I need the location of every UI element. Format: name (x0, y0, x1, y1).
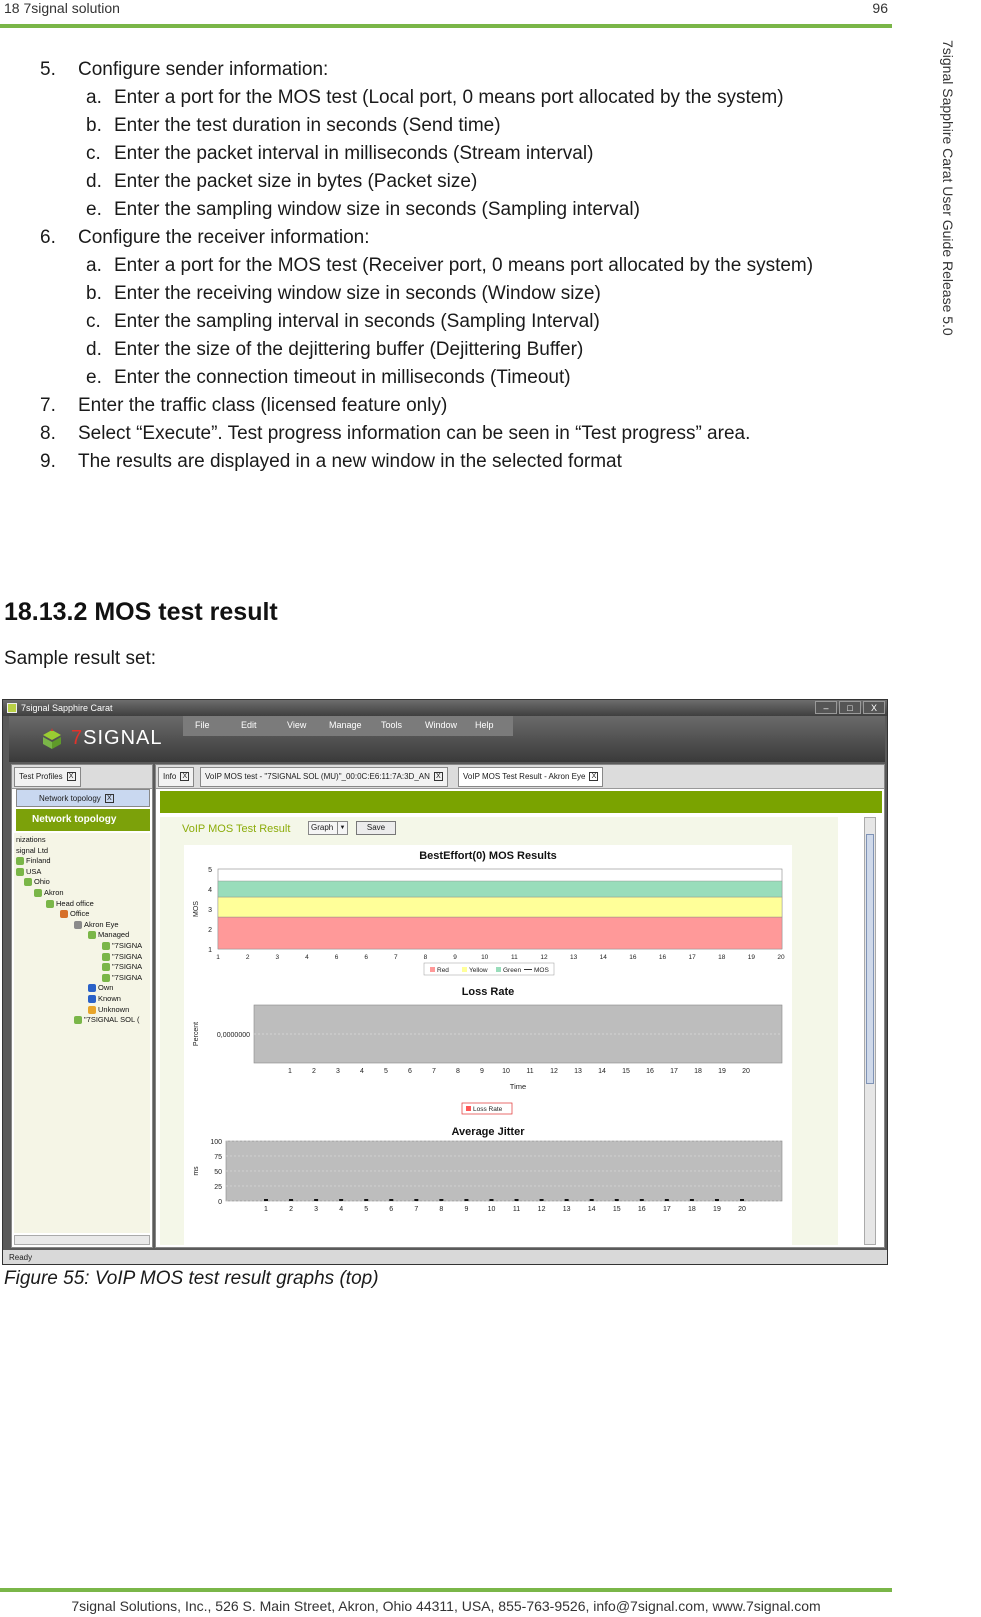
menu-file[interactable]: File (195, 720, 210, 730)
x-tick-label: 11 (510, 954, 518, 961)
tree-node[interactable] (102, 952, 142, 963)
y-axis-label: MOS (193, 901, 200, 917)
y-tick-label: 2 (208, 927, 212, 934)
jitter-bar (565, 1199, 569, 1201)
legend-label: Loss Rate (473, 1106, 503, 1113)
sub-text: Enter the test duration in seconds (Send time) (114, 115, 501, 136)
x-tick-label: 10 (502, 1068, 510, 1075)
x-tick-label: 9 (464, 1206, 469, 1213)
side-title: 7signal Sapphire Carat User Guide Release 5.0 (940, 40, 956, 336)
x-tick-label: 2 (312, 1068, 316, 1075)
x-tick-label: 6 (334, 954, 339, 961)
legend-label: Yellow (469, 967, 488, 974)
window-title: 7signal Sapphire Carat (21, 703, 113, 713)
node-icon (102, 953, 110, 961)
node-icon (88, 1006, 96, 1014)
x-tick-label: 14 (598, 1068, 606, 1075)
sub-letter: c. (86, 143, 101, 164)
legend-swatch (466, 1106, 471, 1111)
sub-list-item (40, 280, 890, 308)
chapter-title: 18 7signal solution (4, 0, 120, 16)
jitter-bar (314, 1199, 318, 1201)
tree-node[interactable] (16, 846, 48, 857)
x-tick-label: 13 (574, 1068, 582, 1075)
x-tick-label: 14 (587, 1206, 596, 1213)
x-tick-label: 7 (432, 1068, 436, 1075)
x-tick-label: 16 (646, 1068, 654, 1075)
sub-letter: e. (86, 367, 102, 388)
x-tick-label: 9 (453, 954, 457, 961)
sub-text: Enter a port for the MOS test (Local port, 0 means port allocated by the system) (114, 87, 784, 108)
x-tick-label: 11 (526, 1068, 534, 1075)
jitter-bar (464, 1199, 468, 1201)
x-tick-label: 3 (314, 1206, 319, 1213)
jitter-bar (364, 1199, 368, 1201)
tree-node[interactable] (102, 973, 142, 984)
y-tick-label: 100 (210, 1139, 222, 1146)
tree-node[interactable] (102, 962, 142, 973)
menu-view[interactable]: View (287, 720, 307, 730)
x-tick-label: 11 (512, 1206, 521, 1213)
jitter-bar (640, 1199, 644, 1201)
tree-node-label: Own (98, 983, 114, 993)
legend-swatch (496, 967, 501, 972)
node-icon (60, 910, 68, 918)
step-text: Configure sender information: (78, 59, 329, 80)
tree-node-label: Akron (44, 888, 64, 897)
tree-node-label: Finland (26, 856, 51, 866)
tree-node[interactable] (16, 856, 51, 867)
node-icon (16, 857, 24, 865)
x-tick-label: 13 (562, 1206, 571, 1213)
list-item (40, 56, 890, 84)
sub-letter: e. (86, 199, 102, 220)
chart-title: Average Jitter (451, 1126, 525, 1138)
x-tick-label: 2 (289, 1206, 294, 1213)
node-icon (74, 921, 82, 929)
sub-list-item (40, 252, 890, 280)
x-tick-label: 20 (777, 954, 785, 961)
y-tick-label: 3 (208, 907, 212, 914)
sub-text: Enter the receiving window size in seconds (Window size) (114, 283, 601, 304)
tree-node-label: nizations (16, 835, 46, 844)
sub-text: Enter the packet interval in milliseconds (Stream interval) (114, 143, 594, 164)
sub-text: Enter the size of the dejittering buffer (Dejittering Buffer) (114, 339, 584, 360)
list-item (40, 448, 890, 476)
list-item (40, 392, 890, 420)
x-tick-label: 7 (414, 1206, 419, 1213)
node-icon (102, 974, 110, 982)
x-tick-label: 5 (384, 1068, 388, 1075)
sub-letter: a. (86, 87, 102, 108)
tree-node[interactable] (74, 920, 119, 931)
figure-caption: Figure 55: VoIP MOS test result graphs (top) (4, 1268, 379, 1289)
sub-list-item (40, 196, 890, 224)
footer-rule (0, 1588, 892, 1592)
tree-node-label: "7SIGNA (112, 941, 143, 950)
tree-node[interactable] (88, 930, 129, 941)
x-tick-label: 10 (481, 954, 489, 961)
app-banner (9, 716, 885, 762)
x-tick-label: 19 (747, 954, 755, 961)
x-tick-label: 8 (456, 1068, 460, 1075)
y-axis-label: Percent (193, 1021, 200, 1047)
node-icon (102, 942, 110, 950)
tree-node[interactable] (74, 1015, 139, 1026)
step-number: 7. (40, 395, 56, 416)
x-tick-label: 12 (550, 1068, 558, 1075)
format-select[interactable]: Graph ▼ (308, 821, 348, 835)
window-titlebar (3, 700, 888, 716)
sub-list-item (40, 140, 890, 168)
y-tick-label: 0,0000000 (216, 1032, 250, 1039)
sub-list-item (40, 336, 890, 364)
tree-node-label: Ohio (34, 877, 50, 887)
vertical-scrollbar[interactable] (864, 817, 876, 1245)
legend-swatch (462, 967, 467, 972)
x-tick-label: 4 (339, 1206, 344, 1213)
tree-node[interactable] (88, 1005, 129, 1016)
x-tick-label: 16 (658, 954, 667, 961)
y-tick-label: 1 (208, 947, 212, 954)
tree-node[interactable] (16, 867, 41, 878)
jitter-bar (439, 1199, 443, 1201)
sub-text: Enter the sampling window size in seconds (Sampling interval) (114, 199, 640, 220)
left-panel (11, 764, 153, 1248)
menu-tools[interactable]: Tools (381, 720, 403, 730)
x-tick-label: 17 (662, 1206, 671, 1213)
tree-node[interactable] (24, 877, 50, 888)
close-icon[interactable]: X (180, 772, 189, 781)
node-icon (102, 963, 110, 971)
x-tick-label: 13 (569, 954, 578, 961)
node-icon (34, 889, 42, 897)
x-tick-label: 3 (336, 1068, 340, 1075)
sub-letter: a. (86, 255, 102, 276)
step-text: Select “Execute”. Test progress information can be seen in “Test progress” area. (78, 423, 751, 444)
page-header (4, 0, 892, 22)
tree-node[interactable] (102, 941, 142, 952)
tree-node-label: Akron Eye (84, 919, 119, 929)
x-tick-label: 18 (687, 1206, 696, 1213)
jitter-bar (665, 1199, 669, 1201)
jitter-bar (615, 1199, 619, 1201)
legend-label: Red (437, 967, 449, 974)
tree-node[interactable] (88, 983, 113, 994)
node-icon (88, 931, 96, 939)
status-bar: Ready (3, 1250, 888, 1265)
step-text: Configure the receiver information: (78, 227, 370, 248)
menu-manage[interactable]: Manage (329, 720, 362, 730)
close-button[interactable]: X (863, 701, 885, 714)
progress-bar (160, 791, 882, 813)
step-number: 8. (40, 423, 56, 444)
jitter-bar (715, 1199, 719, 1201)
tree-node-label: Known (98, 994, 121, 1003)
step-number: 6. (40, 227, 56, 248)
sub-list-item (40, 308, 890, 336)
sub-list-item (40, 168, 890, 196)
result-charts (184, 845, 792, 1245)
list-item (40, 420, 890, 448)
step-number: 5. (40, 59, 56, 80)
jitter-bar (590, 1199, 594, 1201)
x-tick-label: 15 (622, 1068, 630, 1075)
jitter-bar (690, 1199, 694, 1201)
section-intro: Sample result set: (4, 648, 157, 669)
tab-test-profiles[interactable]: Test Profiles X (14, 767, 81, 787)
sub-letter: b. (86, 115, 102, 136)
tree-node-label: signal Ltd (16, 845, 49, 855)
sub-list-item (40, 84, 890, 112)
x-tick-label: 20 (742, 1068, 750, 1075)
x-tick-label: 12 (540, 954, 548, 961)
sub-text: Enter a port for the MOS test (Receiver port, 0 means port allocated by the system) (114, 255, 814, 276)
legend-label: MOS (534, 967, 549, 974)
page-footer: 7signal Solutions, Inc., 526 S. Main Street, Akron, Ohio 44311, USA, 855-763-9526, info@7signal.com, www.7signal.com (71, 1598, 821, 1614)
node-icon (46, 900, 54, 908)
result-title: VoIP MOS Test Result (182, 823, 291, 835)
x-tick-label: 16 (629, 954, 637, 961)
band-red (218, 917, 782, 949)
tree-node-label: "7SIGNA (112, 962, 143, 972)
sub-list-item (40, 364, 890, 392)
x-tick-label: 6 (364, 954, 368, 961)
tab-voip-mos-result[interactable]: VoIP MOS Test Result - Akron Eye X (458, 767, 603, 787)
network-topology-button[interactable]: Network topology (16, 809, 150, 831)
x-axis-label: Time (509, 1082, 527, 1091)
band-green (218, 881, 782, 897)
step-number: 9. (40, 451, 56, 472)
right-panel (155, 764, 885, 1248)
close-icon[interactable]: X (105, 794, 114, 803)
legend-swatch (430, 967, 435, 972)
list-item (40, 224, 890, 252)
node-icon (16, 868, 24, 876)
save-button[interactable]: Save (356, 821, 396, 835)
sub-letter: c. (86, 311, 101, 332)
x-tick-label: 7 (393, 954, 398, 961)
x-tick-label: 1 (264, 1206, 268, 1213)
app-icon (7, 703, 17, 713)
close-icon[interactable]: X (67, 772, 76, 781)
tree-node[interactable] (88, 994, 121, 1005)
jitter-bar (740, 1199, 744, 1201)
y-tick-label: 25 (214, 1184, 222, 1191)
page-number: 96 (872, 0, 888, 16)
menu-window[interactable]: Window (425, 720, 458, 730)
topology-tree (14, 833, 150, 1233)
y-tick-label: 4 (208, 887, 212, 894)
jitter-bar (264, 1199, 268, 1201)
tree-node-label: "7SIGNA (112, 972, 143, 982)
sub-letter: d. (86, 171, 102, 192)
x-tick-label: 1 (216, 954, 220, 961)
x-tick-label: 2 (245, 954, 250, 961)
legend-label: Green (503, 967, 522, 974)
band-yellow (218, 897, 782, 917)
jitter-bar (414, 1199, 418, 1201)
tree-node[interactable] (60, 909, 89, 920)
y-tick-label: 50 (214, 1169, 222, 1176)
tab-network-topology[interactable]: Network topology X (16, 789, 150, 807)
x-tick-label: 8 (439, 1206, 444, 1213)
tree-node[interactable] (34, 888, 64, 899)
brand-name: 7SIGNAL (71, 727, 163, 749)
x-tick-label: 1 (288, 1068, 292, 1075)
x-tick-label: 17 (688, 954, 696, 961)
chevron-down-icon: ▼ (337, 822, 347, 834)
tree-node-label: Managed (98, 930, 130, 940)
chart-title: Loss Rate (461, 986, 515, 998)
y-tick-label: 5 (208, 867, 212, 874)
close-icon[interactable]: X (434, 772, 443, 781)
x-tick-label: 4 (360, 1068, 364, 1075)
sub-text: Enter the sampling interval in seconds (Sampling Interval) (114, 311, 600, 332)
x-tick-label: 12 (537, 1206, 546, 1213)
jitter-bar (515, 1199, 519, 1201)
x-tick-label: 18 (694, 1068, 702, 1075)
x-tick-label: 19 (713, 1206, 721, 1213)
x-tick-label: 6 (408, 1068, 412, 1075)
logo-cubes-icon (35, 728, 69, 750)
tree-node-label: Head office (56, 898, 94, 908)
x-tick-label: 6 (389, 1206, 394, 1213)
tree-node-label: Office (70, 909, 90, 919)
tree-node-label: Unknown (98, 1004, 130, 1014)
jitter-bar (339, 1199, 343, 1201)
x-tick-label: 9 (480, 1068, 484, 1075)
x-tick-label: 19 (718, 1068, 726, 1075)
x-tick-label: 15 (612, 1206, 621, 1213)
header-rule (0, 24, 892, 28)
tree-node[interactable] (16, 835, 46, 846)
x-tick-label: 20 (738, 1206, 746, 1213)
chart-title: BestEffort(0) MOS Results (419, 850, 557, 862)
result-content (160, 817, 838, 1245)
y-axis-label: ms (193, 1166, 200, 1176)
x-tick-label: 16 (637, 1206, 646, 1213)
x-tick-label: 18 (718, 954, 726, 961)
x-tick-label: 17 (670, 1068, 678, 1075)
step-text: The results are displayed in a new window in the selected format (78, 451, 622, 472)
menu-edit[interactable]: Edit (241, 720, 257, 730)
sub-text: Enter the connection timeout in milliseconds (Timeout) (114, 367, 571, 388)
step-text: Enter the traffic class (licensed feature only) (78, 395, 448, 416)
tree-node-label: "7SIGNA (112, 951, 143, 961)
horizontal-scrollbar[interactable] (14, 1235, 150, 1245)
sub-text: Enter the packet size in bytes (Packet size) (114, 171, 478, 192)
x-tick-label: 3 (275, 954, 280, 961)
x-tick-label: 5 (364, 1206, 369, 1213)
tab-info[interactable]: Info X (158, 767, 194, 787)
minimize-button[interactable]: – (815, 701, 837, 714)
jitter-bar (489, 1199, 493, 1201)
jitter-bar (389, 1199, 393, 1201)
app-screenshot (2, 699, 888, 1265)
node-icon (88, 995, 96, 1003)
scroll-thumb[interactable] (866, 834, 874, 1084)
instruction-list (40, 56, 890, 476)
maximize-button[interactable]: □ (839, 701, 861, 714)
menu-help[interactable]: Help (475, 720, 494, 730)
jitter-bar (289, 1199, 293, 1201)
section-heading: 18.13.2 MOS test result (4, 598, 278, 626)
node-icon (88, 984, 96, 992)
sub-letter: b. (86, 283, 102, 304)
node-icon (74, 1016, 82, 1024)
tree-node[interactable] (46, 899, 94, 910)
y-tick-label: 75 (214, 1154, 222, 1161)
x-tick-label: 4 (305, 954, 309, 961)
jitter-bar (540, 1199, 544, 1201)
tree-node-label: USA (26, 866, 42, 876)
sub-list-item (40, 112, 890, 140)
x-tick-label: 14 (599, 954, 607, 961)
node-icon (24, 878, 32, 886)
tab-voip-mos-test[interactable]: VoIP MOS test - "7SIGNAL SOL (MU)"_00:0C:E6:11:7A:3D_AN X (200, 767, 448, 787)
menu-bar (183, 716, 513, 736)
y-tick-label: 0 (218, 1199, 222, 1206)
sub-letter: d. (86, 339, 102, 360)
tree-node-label: "7SIGNAL SOL ( (84, 1015, 140, 1025)
x-tick-label: 10 (487, 1206, 496, 1213)
close-icon[interactable]: X (589, 772, 598, 781)
x-tick-label: 8 (423, 954, 428, 961)
